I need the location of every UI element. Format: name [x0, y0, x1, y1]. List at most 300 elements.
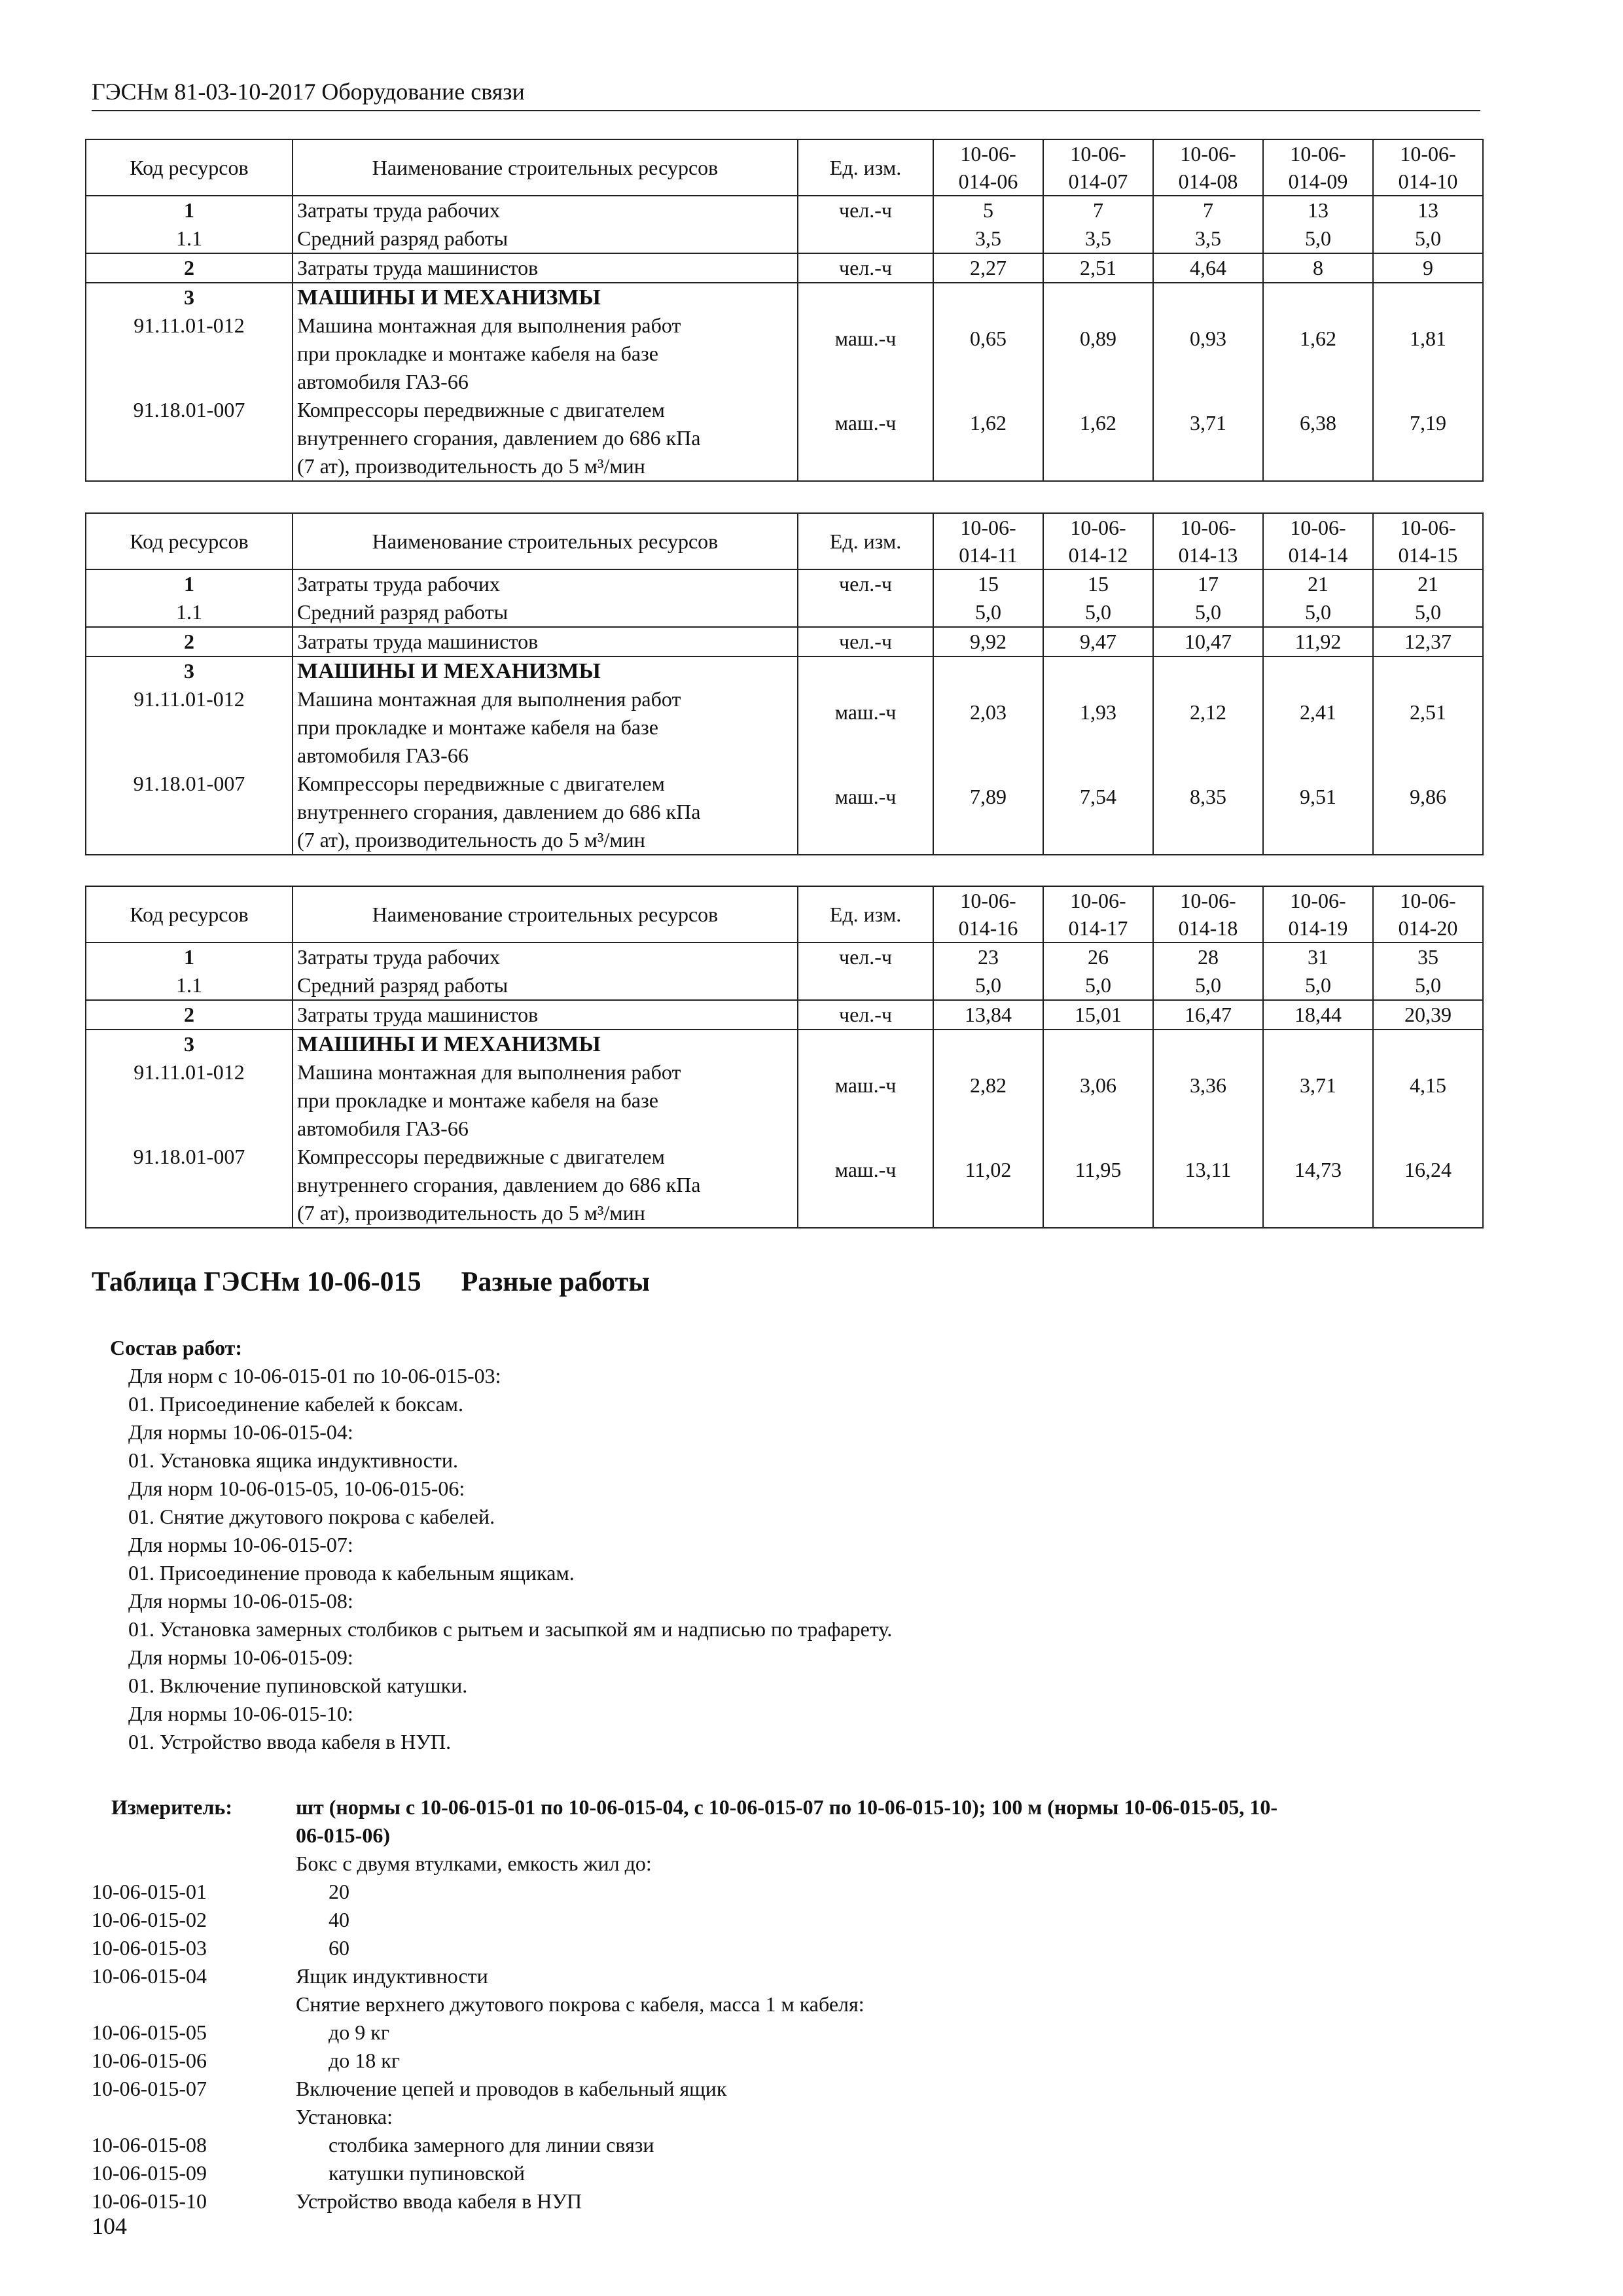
norm-list: [92, 1850, 1492, 2215]
norm-code: 10-06-015-01: [92, 1880, 207, 1903]
table-row: [86, 1000, 1483, 1030]
resource-value: [1043, 1030, 1153, 1058]
norm-description: Ящик индуктивности: [296, 1964, 488, 1988]
composition-line: 01. Устройство ввода кабеля в НУП.: [128, 1730, 452, 1753]
table-row: [86, 942, 1483, 971]
norm-description: столбика замерного для линии связи: [329, 2133, 654, 2157]
meter-section: [92, 1793, 1492, 2215]
resource-value: [1373, 283, 1483, 312]
resource-value: 5,0: [1043, 598, 1153, 627]
resource-value: [933, 283, 1043, 312]
col-header-norm: [1263, 886, 1373, 942]
norm-code-part1: 10-06-: [1070, 142, 1126, 166]
resource-code: 1.1: [86, 224, 293, 253]
machines-title: МАШИНЫ И МЕХАНИЗМЫ: [293, 1030, 798, 1058]
norm-code-part2: 014-14: [1288, 543, 1348, 567]
composition-line: Для нормы 10-06-015-10:: [128, 1702, 353, 1725]
resource-value: 1,81: [1373, 312, 1483, 396]
resource-value: [1373, 1030, 1483, 1058]
col-header-norm: [1153, 886, 1263, 942]
table-row: [86, 1030, 1483, 1058]
resource-name: [293, 770, 798, 855]
resource-code: 3: [86, 1030, 293, 1058]
resource-value: 1,93: [1043, 685, 1153, 770]
resource-value: 2,03: [933, 685, 1043, 770]
resource-unit: маш.-ч: [798, 770, 933, 855]
resource-value: 16,47: [1153, 1000, 1263, 1030]
resource-value: [933, 656, 1043, 685]
resource-value: 7,89: [933, 770, 1043, 855]
resource-value: 2,41: [1263, 685, 1373, 770]
resource-value: 1,62: [1043, 396, 1153, 481]
resource-value: 15: [933, 569, 1043, 598]
col-header-norm: [933, 513, 1043, 569]
norm-description: Устройство ввода кабеля в НУП: [296, 2189, 582, 2213]
resource-value: 4,64: [1153, 253, 1263, 283]
resource-value: 9,47: [1043, 627, 1153, 656]
page-header: [92, 77, 1480, 111]
resource-value: 7: [1153, 196, 1263, 224]
resource-value: 3,5: [1153, 224, 1263, 253]
composition-line: 01. Установка замерных столбиков с рытьем и засыпкой ям и надписью по трафарету.: [128, 1617, 893, 1641]
norm-code-part2: 014-18: [1178, 916, 1238, 940]
resource-value: 35: [1373, 942, 1483, 971]
norm-row: [92, 1906, 1492, 1934]
norm-code: 10-06-015-02: [92, 1908, 207, 1931]
col-header-norm: [933, 886, 1043, 942]
norm-code-part1: 10-06-: [960, 142, 1016, 166]
meter-text-line1: шт (нормы с 10-06-015-01 по 10-06-015-04, с 10-06-015-07 по 10-06-015-10); 100 м (нормы 10-06-015-05, 10-: [296, 1795, 1277, 1819]
table-header-row: [86, 513, 1483, 569]
resource-value: 5,0: [1153, 598, 1263, 627]
col-header-norm: [1043, 139, 1153, 196]
norm-row: [92, 2047, 1492, 2075]
resource-value: 13: [1373, 196, 1483, 224]
norm-code-part2: 014-06: [958, 170, 1018, 193]
norm-code-part1: 10-06-: [1180, 889, 1236, 912]
resource-value: [933, 1030, 1043, 1058]
table-row: [86, 1143, 1483, 1228]
norm-code: 10-06-015-07: [92, 2077, 207, 2100]
resource-value: 13,11: [1153, 1143, 1263, 1228]
norm-row: [92, 1850, 1492, 1878]
norm-row: [92, 2103, 1492, 2131]
resource-value: [1043, 656, 1153, 685]
resource-name-line: Машина монтажная для выполнения работ: [297, 687, 681, 711]
resource-value: 1,62: [933, 396, 1043, 481]
col-header-norm: [1043, 886, 1153, 942]
document-title: ГЭСНм 81-03-10-2017 Оборудование связи: [92, 79, 525, 105]
resource-value: 14,73: [1263, 1143, 1373, 1228]
norm-row: [92, 2159, 1492, 2187]
norm-code: 10-06-015-08: [92, 2133, 207, 2157]
resource-name: [293, 1143, 798, 1228]
col-header-norm: [1263, 139, 1373, 196]
norm-description: Бокс с двумя втулками, емкость жил до:: [296, 1852, 652, 1875]
resource-name: Затраты труда машинистов: [293, 253, 798, 283]
resource-name-line: Машина монтажная для выполнения работ: [297, 314, 681, 337]
table-row: [86, 627, 1483, 656]
composition-list: [110, 1362, 892, 1756]
resource-name-line: автомобиля ГАЗ-66: [297, 1117, 469, 1140]
resource-value: 5,0: [1263, 598, 1373, 627]
machines-title: МАШИНЫ И МЕХАНИЗМЫ: [293, 656, 798, 685]
resource-value: 23: [933, 942, 1043, 971]
resource-value: [1153, 656, 1263, 685]
norm-description: Снятие верхнего джутового покрова с кабеля, масса 1 м кабеля:: [296, 1992, 865, 2016]
norm-row: [92, 1962, 1492, 1990]
resource-unit: чел.-ч: [798, 1000, 933, 1030]
resource-value: [1153, 1030, 1263, 1058]
col-header-norm: [1373, 139, 1483, 196]
machines-title: МАШИНЫ И МЕХАНИЗМЫ: [293, 283, 798, 312]
resource-unit: чел.-ч: [798, 196, 933, 224]
table-row: [86, 1058, 1483, 1143]
resource-value: 0,93: [1153, 312, 1263, 396]
resource-value: 5,0: [1373, 224, 1483, 253]
norm-row: [92, 2018, 1492, 2047]
resource-value: 11,02: [933, 1143, 1043, 1228]
resource-code: 1: [86, 942, 293, 971]
resource-value: 26: [1043, 942, 1153, 971]
resource-unit: маш.-ч: [798, 1143, 933, 1228]
resource-value: 8: [1263, 253, 1373, 283]
norm-row: [92, 2075, 1492, 2103]
norm-code-part1: 10-06-: [1070, 516, 1126, 539]
table-row: [86, 224, 1483, 253]
resource-value: 5,0: [1373, 971, 1483, 1000]
resource-value: 11,95: [1043, 1143, 1153, 1228]
resource-value: 3,06: [1043, 1058, 1153, 1143]
col-header-norm: [1263, 513, 1373, 569]
resource-value: 12,37: [1373, 627, 1483, 656]
resource-value: [1043, 283, 1153, 312]
composition-heading: Состав работ:: [110, 1336, 243, 1359]
resource-value: 5,0: [933, 971, 1043, 1000]
resource-value: 0,65: [933, 312, 1043, 396]
norm-code: 10-06-015-05: [92, 2020, 207, 2044]
resource-value: [1263, 283, 1373, 312]
norm-description: Включение цепей и проводов в кабельный ящик: [296, 2077, 727, 2100]
resource-table: [85, 886, 1484, 1229]
norm-code-part1: 10-06-: [960, 889, 1016, 912]
composition-line: Для нормы 10-06-015-09:: [128, 1645, 353, 1669]
resource-value: 18,44: [1263, 1000, 1373, 1030]
resource-name-line: внутреннего сгорания, давлением до 686 кПа: [297, 800, 701, 823]
resource-value: 28: [1153, 942, 1263, 971]
resource-unit: маш.-ч: [798, 1058, 933, 1143]
resource-unit: маш.-ч: [798, 312, 933, 396]
norm-code-part1: 10-06-: [1400, 142, 1456, 166]
table-row: [86, 196, 1483, 224]
resource-code: 1: [86, 569, 293, 598]
resource-value: 5,0: [1263, 971, 1373, 1000]
resource-value: 11,92: [1263, 627, 1373, 656]
composition-line: Для норм с 10-06-015-01 по 10-06-015-03:: [128, 1364, 501, 1388]
table-header-row: [86, 139, 1483, 196]
col-header-name: Наименование строительных ресурсов: [293, 886, 798, 942]
resource-name: Средний разряд работы: [293, 971, 798, 1000]
resource-value: 5,0: [1043, 971, 1153, 1000]
norm-code-part1: 10-06-: [1290, 516, 1346, 539]
norm-row: [92, 2187, 1492, 2215]
norm-code-part2: 014-15: [1398, 543, 1458, 567]
norm-code-part1: 10-06-: [1290, 142, 1346, 166]
col-header-norm: [1373, 513, 1483, 569]
norm-code-part2: 014-12: [1068, 543, 1128, 567]
resource-value: 3,5: [1043, 224, 1153, 253]
resource-code: 91.18.01-007: [86, 1143, 293, 1228]
resource-value: 2,51: [1373, 685, 1483, 770]
resource-code: 91.18.01-007: [86, 396, 293, 481]
col-header-unit: Ед. изм.: [798, 886, 933, 942]
resource-value: 15: [1043, 569, 1153, 598]
resource-name: Средний разряд работы: [293, 598, 798, 627]
norm-row: [92, 1990, 1492, 2018]
resource-unit: маш.-ч: [798, 685, 933, 770]
norm-description: Установка:: [296, 2105, 393, 2128]
norm-code-part1: 10-06-: [960, 516, 1016, 539]
norm-description: 20: [329, 1880, 349, 1903]
resource-value: 5: [933, 196, 1043, 224]
resource-value: 31: [1263, 942, 1373, 971]
composition-line: 01. Присоединение кабелей к боксам.: [128, 1392, 464, 1416]
resource-value: 0,89: [1043, 312, 1153, 396]
resource-unit: [798, 656, 933, 685]
resource-name-line: (7 ат), производительность до 5 м³/мин: [297, 1201, 645, 1225]
resource-code: 91.18.01-007: [86, 770, 293, 855]
table-row: [86, 253, 1483, 283]
resource-name-line: автомобиля ГАЗ-66: [297, 370, 469, 393]
resource-value: 13,84: [933, 1000, 1043, 1030]
resource-unit: [798, 971, 933, 1000]
col-header-code: Код ресурсов: [86, 139, 293, 196]
norm-code-part1: 10-06-: [1400, 889, 1456, 912]
section-title: [92, 1266, 650, 1298]
col-header-unit: Ед. изм.: [798, 513, 933, 569]
resource-value: 4,15: [1373, 1058, 1483, 1143]
resource-value: 16,24: [1373, 1143, 1483, 1228]
resource-unit: маш.-ч: [798, 396, 933, 481]
resource-value: 10,47: [1153, 627, 1263, 656]
resource-unit: чел.-ч: [798, 942, 933, 971]
resource-name: Затраты труда рабочих: [293, 942, 798, 971]
col-header-name: Наименование строительных ресурсов: [293, 513, 798, 569]
resource-value: 2,27: [933, 253, 1043, 283]
norm-code: 10-06-015-03: [92, 1936, 207, 1960]
col-header-norm: [1043, 513, 1153, 569]
work-composition: [110, 1334, 892, 1756]
resource-value: [1373, 656, 1483, 685]
resource-code: 1: [86, 196, 293, 224]
resource-value: 3,36: [1153, 1058, 1263, 1143]
table-row: [86, 283, 1483, 312]
resource-code: 2: [86, 627, 293, 656]
resource-code: 91.11.01-012: [86, 1058, 293, 1143]
resource-name: Затраты труда машинистов: [293, 627, 798, 656]
composition-line: 01. Установка ящика индуктивности.: [128, 1448, 458, 1472]
norm-code-part1: 10-06-: [1180, 516, 1236, 539]
resource-value: [1263, 656, 1373, 685]
composition-line: Для нормы 10-06-015-04:: [128, 1420, 353, 1444]
resource-name-line: автомобиля ГАЗ-66: [297, 744, 469, 767]
resource-unit: чел.-ч: [798, 253, 933, 283]
col-header-code: Код ресурсов: [86, 886, 293, 942]
resource-value: 3,5: [933, 224, 1043, 253]
norm-row: [92, 1934, 1492, 1962]
resource-value: 5,0: [933, 598, 1043, 627]
norm-code-part2: 014-08: [1178, 170, 1238, 193]
resource-unit: [798, 1030, 933, 1058]
resource-table: [85, 512, 1484, 855]
norm-code-part2: 014-17: [1068, 916, 1128, 940]
col-header-norm: [933, 139, 1043, 196]
composition-line: 01. Присоединение провода к кабельным ящикам.: [128, 1561, 575, 1585]
page-number: 104: [92, 2213, 127, 2239]
norm-code: 10-06-015-09: [92, 2161, 207, 2185]
norm-code-part1: 10-06-: [1180, 142, 1236, 166]
resource-name: Средний разряд работы: [293, 224, 798, 253]
resource-value: 7,54: [1043, 770, 1153, 855]
table-row: [86, 396, 1483, 481]
norm-code-part2: 014-07: [1068, 170, 1128, 193]
resource-value: 9,86: [1373, 770, 1483, 855]
norm-code: 10-06-015-04: [92, 1964, 207, 1988]
norm-code-part1: 10-06-: [1070, 889, 1126, 912]
resource-value: 5,0: [1153, 971, 1263, 1000]
norm-description: катушки пупиновской: [329, 2161, 525, 2185]
resource-value: 3,71: [1263, 1058, 1373, 1143]
norm-code-part2: 014-16: [958, 916, 1018, 940]
table-row: [86, 770, 1483, 855]
resource-value: 9: [1373, 253, 1483, 283]
col-header-code: Код ресурсов: [86, 513, 293, 569]
resource-name-line: (7 ат), производительность до 5 м³/мин: [297, 454, 645, 478]
norm-code-part2: 014-10: [1398, 170, 1458, 193]
norm-code-part2: 014-09: [1288, 170, 1348, 193]
resource-name-line: внутреннего сгорания, давлением до 686 кПа: [297, 1173, 701, 1196]
norm-code: 10-06-015-06: [92, 2049, 207, 2072]
resource-name: Затраты труда рабочих: [293, 196, 798, 224]
resource-code: 2: [86, 253, 293, 283]
resource-value: 5,0: [1373, 598, 1483, 627]
resource-unit: [798, 283, 933, 312]
resource-name: [293, 396, 798, 481]
table-row: [86, 656, 1483, 685]
norm-code-part2: 014-20: [1398, 916, 1458, 940]
table-row: [86, 971, 1483, 1000]
norm-description: 40: [329, 1908, 349, 1931]
resource-value: 6,38: [1263, 396, 1373, 481]
resource-unit: [798, 224, 933, 253]
norm-code-part2: 014-19: [1288, 916, 1348, 940]
col-header-unit: Ед. изм.: [798, 139, 933, 196]
norm-code-part1: 10-06-: [1290, 889, 1346, 912]
resource-name: [293, 1058, 798, 1143]
resource-value: 20,39: [1373, 1000, 1483, 1030]
resource-code: 3: [86, 283, 293, 312]
resource-value: 2,51: [1043, 253, 1153, 283]
resource-name-line: при прокладке и монтаже кабеля на базе: [297, 715, 658, 739]
resource-value: 17: [1153, 569, 1263, 598]
resource-code: 91.11.01-012: [86, 312, 293, 396]
resource-code: 2: [86, 1000, 293, 1030]
resource-unit: чел.-ч: [798, 569, 933, 598]
resource-value: 7: [1043, 196, 1153, 224]
norm-code: 10-06-015-10: [92, 2189, 207, 2213]
resource-value: 15,01: [1043, 1000, 1153, 1030]
resource-value: 8,35: [1153, 770, 1263, 855]
section-table-title: Разные работы: [461, 1267, 651, 1297]
table-row: [86, 312, 1483, 396]
norm-code-part2: 014-13: [1178, 543, 1238, 567]
resource-value: 2,12: [1153, 685, 1263, 770]
resource-name-line: при прокладке и монтаже кабеля на базе: [297, 342, 658, 365]
norm-description: до 9 кг: [329, 2020, 389, 2044]
resource-value: 3,71: [1153, 396, 1263, 481]
resource-value: 5,0: [1263, 224, 1373, 253]
resource-name-line: Компрессоры передвижные с двигателем: [297, 398, 665, 422]
resource-name: [293, 312, 798, 396]
composition-line: 01. Включение пупиновской катушки.: [128, 1674, 468, 1697]
table-row: [86, 569, 1483, 598]
composition-line: Для нормы 10-06-015-07:: [128, 1533, 353, 1556]
resource-value: 7,19: [1373, 396, 1483, 481]
resource-value: 13: [1263, 196, 1373, 224]
resource-name-line: при прокладке и монтаже кабеля на базе: [297, 1088, 658, 1112]
meter-text-line2: 06-015-06): [296, 1823, 390, 1847]
resource-value: 1,62: [1263, 312, 1373, 396]
col-header-norm: [1153, 513, 1263, 569]
norm-code-part1: 10-06-: [1400, 516, 1456, 539]
resource-code: 1.1: [86, 598, 293, 627]
resource-value: 9,92: [933, 627, 1043, 656]
resource-value: [1153, 283, 1263, 312]
resource-value: 21: [1373, 569, 1483, 598]
resource-value: 2,82: [933, 1058, 1043, 1143]
composition-line: Для нормы 10-06-015-08:: [128, 1589, 353, 1613]
col-header-norm: [1153, 139, 1263, 196]
norm-description: до 18 кг: [329, 2049, 400, 2072]
resource-name-line: Компрессоры передвижные с двигателем: [297, 772, 665, 795]
resource-unit: [798, 598, 933, 627]
resource-value: 21: [1263, 569, 1373, 598]
section-table-label: Таблица ГЭСНм 10-06-015: [92, 1267, 421, 1297]
resource-code: 1.1: [86, 971, 293, 1000]
resource-name-line: Компрессоры передвижные с двигателем: [297, 1145, 665, 1168]
resource-unit: чел.-ч: [798, 627, 933, 656]
table-row: [86, 598, 1483, 627]
norm-description: 60: [329, 1936, 349, 1960]
norm-row: [92, 2131, 1492, 2159]
resource-table: [85, 139, 1484, 482]
norm-code-part2: 014-11: [959, 543, 1018, 567]
resource-name: Затраты труда машинистов: [293, 1000, 798, 1030]
resource-name-line: Машина монтажная для выполнения работ: [297, 1060, 681, 1084]
resource-code: 3: [86, 656, 293, 685]
resource-code: 91.11.01-012: [86, 685, 293, 770]
norm-row: [92, 1878, 1492, 1906]
table-header-row: [86, 886, 1483, 942]
resource-value: 9,51: [1263, 770, 1373, 855]
resource-name-line: внутреннего сгорания, давлением до 686 кПа: [297, 426, 701, 450]
composition-line: 01. Снятие джутового покрова с кабелей.: [128, 1505, 495, 1528]
col-header-norm: [1373, 886, 1483, 942]
resource-name: Затраты труда рабочих: [293, 569, 798, 598]
resource-value: [1263, 1030, 1373, 1058]
meter-label: Измеритель:: [111, 1795, 232, 1819]
table-row: [86, 685, 1483, 770]
